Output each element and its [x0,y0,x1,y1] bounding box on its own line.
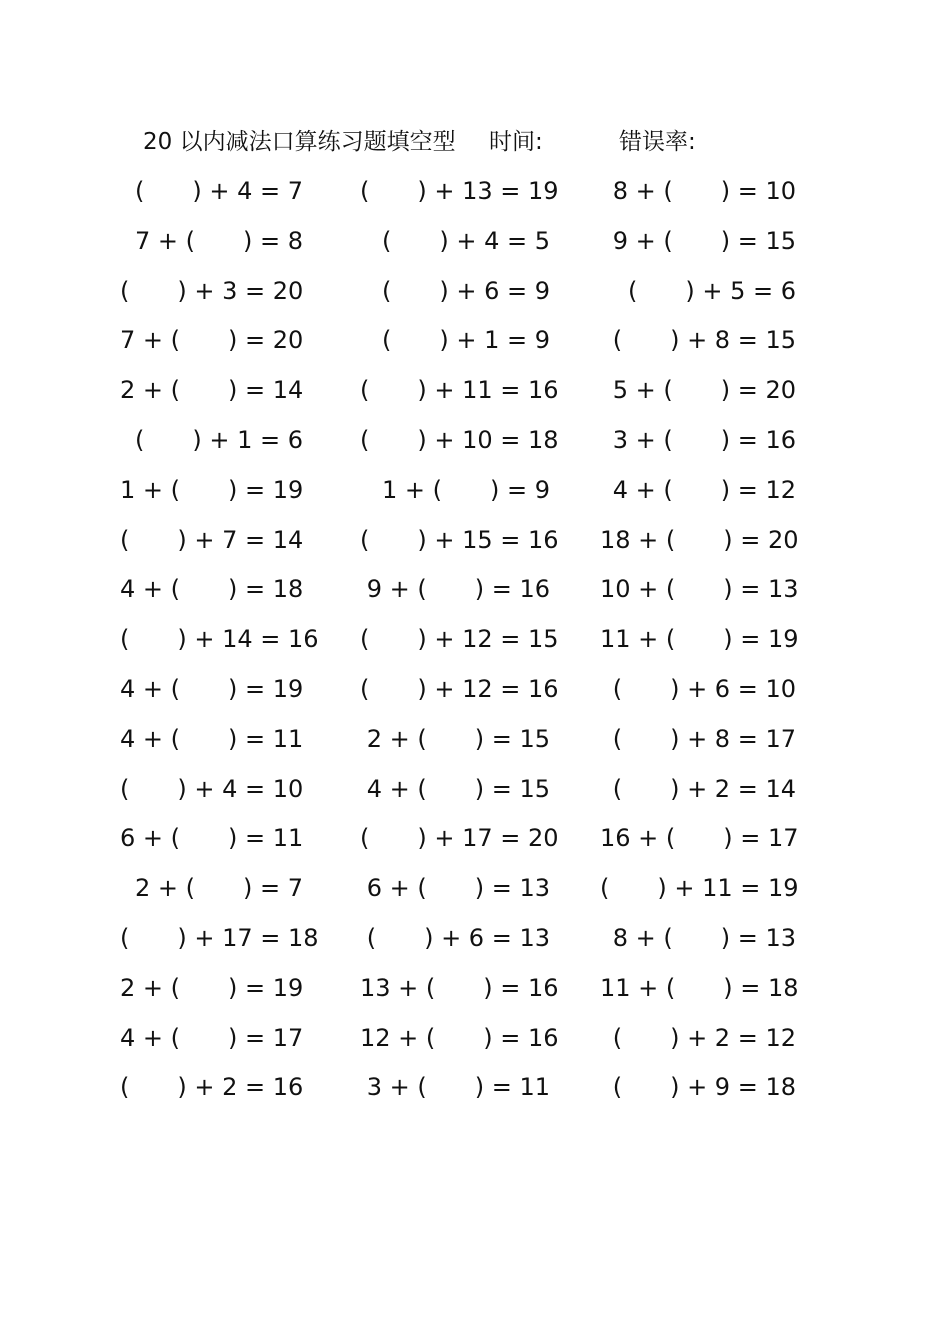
problem-item: ( ) + 6 = 9 [382,276,550,305]
problem-item: 8 + ( ) = 10 [612,177,796,205]
problem-item: 4 + ( ) = 18 [120,575,304,604]
problem-item: ( ) + 1 = 9 [382,326,550,355]
problem-item: 2 + ( ) = 7 [135,874,303,903]
problem-row [0,814,950,864]
problem-item: ( ) + 10 = 18 [360,425,559,454]
problem-row [0,715,950,765]
error-rate-label: 错误率: [619,129,696,155]
problem-row [0,217,950,267]
problem-item: ( ) + 12 = 15 [360,625,559,654]
problem-item: 2 + ( ) = 14 [120,376,304,405]
problem-row [0,565,950,615]
problem-item: 8 + ( ) = 13 [612,923,796,952]
problem-row [0,316,950,366]
problem-item: 13 + ( ) = 16 [360,973,559,1002]
problem-item: 16 + ( ) = 17 [600,824,799,853]
problem-item: ( ) + 11 = 19 [600,874,799,903]
problem-item: ( ) + 4 = 5 [382,226,550,255]
problem-item: ( ) + 5 = 6 [628,276,796,305]
problem-item: 2 + ( ) = 15 [366,724,550,753]
problem-row [0,366,950,416]
problem-item: 11 + ( ) = 18 [600,973,799,1002]
problem-item: ( ) + 4 = 10 [120,774,304,803]
problem-item: ( ) + 17 = 20 [360,824,559,853]
problem-item: 1 + ( ) = 9 [382,475,550,504]
problem-row [0,765,950,815]
problem-item: 4 + ( ) = 15 [366,774,550,803]
problem-item: ( ) + 14 = 16 [120,625,319,654]
problem-row [0,864,950,914]
problem-item: 4 + ( ) = 11 [120,724,304,753]
worksheet-header [0,124,950,160]
problem-item: ( ) + 8 = 15 [612,326,796,355]
problem-row [0,615,950,665]
problem-item: ( ) + 2 = 12 [612,1023,796,1052]
problem-item: ( ) + 6 = 10 [612,674,796,703]
problem-item: ( ) + 13 = 19 [360,177,559,205]
problem-item: ( ) + 6 = 13 [366,923,550,952]
worksheet-title: 20 以内减法口算练习题填空型 [143,129,456,155]
problem-item: 9 + ( ) = 15 [612,226,796,255]
problem-row [0,914,950,964]
problem-item: ( ) + 3 = 20 [120,276,304,305]
problem-item: 4 + ( ) = 19 [120,674,304,703]
problem-item: 10 + ( ) = 13 [600,575,799,604]
problem-item: 4 + ( ) = 12 [612,475,796,504]
problem-row [0,1014,950,1064]
problem-row [0,466,950,516]
problem-item: ( ) + 9 = 18 [612,1073,796,1102]
problem-item: 7 + ( ) = 8 [135,226,303,255]
problem-item: 4 + ( ) = 17 [120,1023,304,1052]
problem-row [0,964,950,1014]
problem-row [0,516,950,566]
problem-item: ( ) + 4 = 7 [135,177,303,205]
problem-item: ( ) + 2 = 16 [120,1073,304,1102]
problem-item: ( ) + 2 = 14 [612,774,796,803]
problem-item: ( ) + 17 = 18 [120,923,319,952]
problem-row [0,665,950,715]
problem-item: 1 + ( ) = 19 [120,475,304,504]
problem-item: 3 + ( ) = 11 [366,1073,550,1102]
problem-item: 12 + ( ) = 16 [360,1023,559,1052]
problem-item: ( ) + 1 = 6 [135,425,303,454]
problem-item: 9 + ( ) = 16 [366,575,550,604]
problem-item: ( ) + 11 = 16 [360,376,559,405]
problem-row [0,1063,950,1113]
problem-item: 3 + ( ) = 16 [612,425,796,454]
problem-item: ( ) + 15 = 16 [360,525,559,554]
problem-item: 6 + ( ) = 11 [120,824,304,853]
problem-grid [0,167,950,1113]
problem-row [0,267,950,317]
problem-item: 7 + ( ) = 20 [120,326,304,355]
time-label: 时间: [489,129,543,155]
problem-item: 5 + ( ) = 20 [612,376,796,405]
problem-item: 11 + ( ) = 19 [600,625,799,654]
problem-row [0,167,950,217]
problem-item: ( ) + 12 = 16 [360,674,559,703]
problem-row [0,416,950,466]
problem-item: ( ) + 7 = 14 [120,525,304,554]
problem-item: ( ) + 8 = 17 [612,724,796,753]
problem-item: 2 + ( ) = 19 [120,973,304,1002]
problem-item: 6 + ( ) = 13 [366,874,550,903]
problem-item: 18 + ( ) = 20 [600,525,799,554]
